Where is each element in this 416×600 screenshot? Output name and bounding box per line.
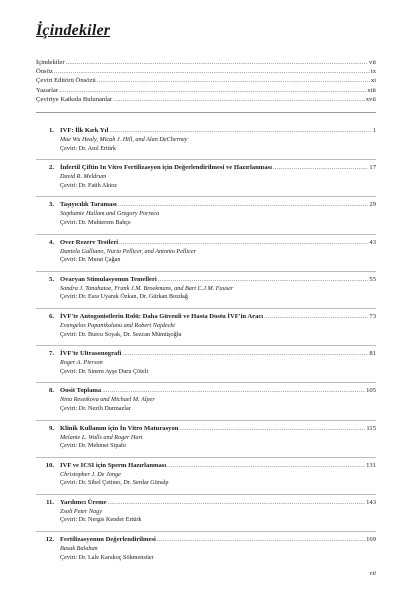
chapter-page: 143 (366, 498, 376, 506)
front-matter-page: xi (370, 77, 376, 85)
chapter-authors: Zsolt Peter Nagy (60, 507, 102, 515)
chapter-divider (36, 308, 376, 309)
chapter-page: 131 (366, 461, 376, 469)
chapter-authors: Nina Resetkova and Michael M. Alper (60, 396, 155, 404)
chapter-translator: Çeviri: Dr. Fatih Aktoz (60, 181, 118, 189)
chapter-number: 10. (45, 461, 54, 469)
chapter-authors: Christopher J. De Jonge (60, 470, 121, 478)
dot-leader (264, 312, 368, 322)
chapter-number: 7. (49, 350, 54, 358)
chapter-divider (36, 345, 376, 346)
chapter-title: İVF'te Ultrasonografi (60, 350, 122, 358)
dot-leader (66, 59, 368, 68)
front-matter-page: ix (370, 68, 376, 76)
dot-leader (113, 96, 365, 105)
chapter-title: IVF: İlk Kırk Yıl (60, 127, 109, 134)
chapter-translator: Çeviri: Dr. Murat Çağan (60, 256, 121, 264)
chapter-translator: Çeviri: Dr. Nergis Kender Ertürk (60, 516, 142, 524)
chapter-authors: Mae Wu Healy, Micah J. Hill, and Alan DeCherney (60, 136, 188, 143)
chapter-entry[interactable] (36, 424, 376, 461)
dot-leader (273, 163, 368, 173)
chapter-authors: Stephanie Hallam and Gregory Porreca (60, 210, 160, 218)
front-matter-page: xiii (367, 86, 376, 94)
chapter-number: 3. (49, 201, 54, 209)
front-matter-item[interactable] (36, 58, 376, 67)
dot-leader (119, 238, 368, 248)
chapter-translator: Çeviri: Dr. Muhterem Bahçe (60, 218, 131, 226)
dot-leader (108, 498, 366, 508)
chapter-authors: Melanie L. Walls and Roger Hart (60, 433, 143, 441)
dot-leader (158, 275, 369, 285)
chapter-title: Ovaryan Stimulasyonun Temelleri (60, 275, 157, 283)
chapter-translator: Çeviri: Dr. Mehmet Sipahi (60, 442, 126, 450)
dot-leader (54, 68, 370, 77)
chapter-number: 8. (49, 387, 54, 395)
front-matter-item[interactable] (36, 95, 376, 104)
chapter-divider (36, 382, 376, 383)
chapter-number: 12. (45, 536, 54, 544)
chapter-title: İnfertil Çiftin In Vitro Fertilizasyon için Değerlendirilmesi ve Hazırlanması (60, 164, 272, 172)
dot-leader (179, 424, 365, 434)
dot-leader (118, 200, 369, 210)
chapter-title: Oosit Toplama (60, 387, 102, 395)
chapter-title: IVF ve ICSI için Sperm Hazırlanması (60, 461, 167, 469)
chapter-title: Klinik Kullanım için İn Vitro Maturasyon (60, 424, 179, 432)
chapter-entry[interactable] (36, 163, 376, 200)
chapter-divider (36, 457, 376, 458)
chapter-divider (36, 234, 376, 235)
chapter-divider (36, 420, 376, 421)
chapter-page: 115 (366, 424, 376, 432)
chapter-page: 169 (366, 536, 376, 544)
chapter-page: 1 (372, 127, 376, 134)
front-matter-item[interactable] (36, 76, 376, 85)
chapter-entry[interactable] (36, 312, 376, 349)
chapter-title: Yardımcı Üreme (60, 498, 107, 506)
chapter-divider (36, 531, 376, 532)
chapter-list (36, 126, 376, 572)
chapter-number: 11. (46, 498, 54, 506)
dot-leader (102, 386, 365, 396)
section-divider (36, 112, 376, 113)
chapter-translator: Çeviri: Dr. Anıl Ertürk (60, 144, 117, 152)
front-matter-item[interactable] (36, 67, 376, 76)
chapter-translator: Çeviri: Dr. Esra Uyanık Özkan, Dr. Gürkan Bozdağ (60, 293, 188, 301)
chapter-title: İVF'te Antogonistlerin Rolü: Daha Güvenli ve Hasta Dostu İVF'in Aracı (60, 312, 264, 320)
chapter-page: 55 (369, 275, 376, 283)
chapter-translator: Çeviri: Dr. Sibel Çetiner, Dr. Serdar Günalp (60, 479, 169, 487)
chapter-divider (36, 196, 376, 197)
chapter-title: Taşıyıcılık Taraması (60, 201, 117, 209)
chapter-page: 73 (369, 312, 376, 320)
chapter-number: 2. (49, 164, 54, 172)
chapter-translator: Çeviri: Dr. Lale Karakoç Sökmensüer (60, 553, 154, 561)
front-matter-label: Yazarlar (36, 86, 59, 94)
chapter-entry[interactable] (36, 200, 376, 237)
chapter-divider (36, 271, 376, 272)
dot-leader (97, 77, 370, 86)
chapter-translator: Çeviri: Dr. Nezih Durmazlar (60, 404, 131, 412)
chapter-entry[interactable] (36, 275, 376, 312)
chapter-authors: Basak Balaban (60, 545, 98, 553)
chapter-divider (36, 494, 376, 495)
front-matter-label: Çeviriye Katkıda Bulunanlar (36, 95, 113, 103)
chapter-number: 5. (49, 275, 54, 283)
chapter-title: Fertilizasyonun Değerlendirilmesi (60, 536, 156, 544)
chapter-page: 81 (369, 350, 376, 358)
chapter-title: Over Rezerv Testleri (60, 238, 119, 246)
front-matter-label: Önsöz (36, 68, 53, 76)
dot-leader (157, 535, 365, 545)
front-matter-label: İçindekiler (36, 59, 65, 66)
front-matter-label: Çeviri Editörü Önsözü (36, 77, 96, 85)
dot-leader (167, 461, 365, 471)
chapter-authors: David R. Meldrum (60, 173, 107, 181)
dot-leader (122, 349, 368, 359)
page-number: vii (369, 570, 376, 577)
chapter-entry[interactable] (36, 535, 376, 572)
chapter-authors: Roger A. Pierson (60, 359, 103, 367)
chapter-page: 105 (366, 387, 376, 395)
chapter-number: 1. (49, 127, 54, 134)
chapter-divider (36, 159, 376, 160)
chapter-entry[interactable] (36, 461, 376, 498)
chapter-authors: Daniela Galliano, Nuria Pellicer, and Antonio Pellicer (60, 247, 196, 255)
chapter-authors: Evangelos Papanikolaou and Robert Najdecki (60, 321, 175, 329)
chapter-entry[interactable] (36, 386, 376, 423)
front-matter-list (36, 58, 376, 104)
chapter-number: 4. (49, 238, 54, 246)
chapter-translator: Çeviri: Dr. Sinem Ayşe Duru Çöteli (60, 367, 149, 375)
chapter-number: 6. (49, 312, 54, 320)
chapter-entry[interactable] (36, 349, 376, 386)
dot-leader (109, 126, 371, 136)
chapter-page: 17 (369, 164, 376, 172)
front-matter-page: vii (369, 59, 376, 66)
chapter-translator: Çeviri: Dr. Burcu Soyak, Dr. Sezcan Mümüşoğlu (60, 330, 182, 338)
front-matter-item[interactable] (36, 86, 376, 95)
chapter-entry[interactable] (36, 238, 376, 275)
chapter-authors: Sandra J. Tanahatoe, Frank J.M. Broekmans, and Bart C.J.M. Fauser (60, 284, 234, 292)
page-title: İçindekiler (36, 22, 111, 39)
front-matter-page: xvii (365, 95, 376, 103)
chapter-number: 9. (49, 424, 54, 432)
chapter-entry[interactable] (36, 498, 376, 535)
chapter-page: 43 (369, 238, 376, 246)
chapter-page: 29 (369, 201, 376, 209)
chapter-entry[interactable] (36, 126, 376, 163)
